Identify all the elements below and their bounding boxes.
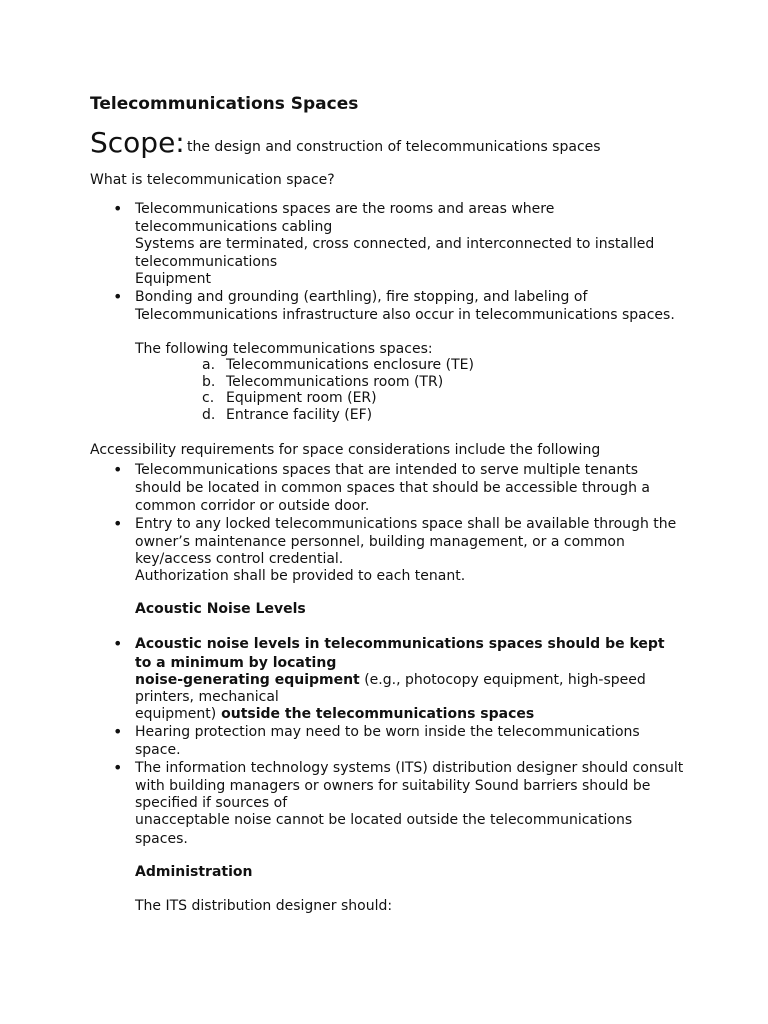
list-item: Entrance facility (EF) <box>226 407 373 423</box>
text-line: telecommunications <box>135 254 278 270</box>
text-line: Systems are terminated, cross connected, and interconnected to installed <box>135 236 655 252</box>
list-item: Equipment room (ER) <box>226 390 377 406</box>
list-letter: b. <box>202 374 216 390</box>
text-line: The information technology systems (ITS) distribution designer should consult <box>135 760 684 776</box>
text-line: owner’s maintenance personnel, building management, or a common <box>135 534 625 550</box>
accessibility-intro: Accessibility requirements for space considerations include the following <box>90 442 601 458</box>
scope-description: the design and construction of telecommunications spaces <box>187 139 601 155</box>
list-item: Telecommunications enclosure (TE) <box>226 357 474 373</box>
text-line: Hearing protection may need to be worn inside the telecommunications <box>135 724 640 740</box>
text-line: printers, mechanical <box>135 689 279 705</box>
normal-text: (e.g., photocopy equipment, high-speed <box>359 672 646 688</box>
text-line <box>135 671 646 689</box>
text-line: Telecommunications spaces are the rooms and areas where <box>135 201 555 217</box>
text-line: Equipment <box>135 271 211 287</box>
bullet-icon: • <box>113 287 123 306</box>
text-line: unacceptable noise cannot be located outside the telecommunications <box>135 812 633 828</box>
text-line: Authorization shall be provided to each tenant. <box>135 568 466 584</box>
bullet-icon: • <box>113 460 123 479</box>
text-line: Telecommunications spaces that are intended to serve multiple tenants <box>135 462 639 478</box>
text-line: spaces. <box>135 831 188 847</box>
list-letter: c. <box>202 390 215 406</box>
text-line: telecommunications cabling <box>135 219 333 235</box>
text-line: space. <box>135 742 181 758</box>
bold-text: noise-generating equipment <box>135 672 360 688</box>
acoustic-heading: Acoustic Noise Levels <box>135 601 306 617</box>
text-line: common corridor or outside door. <box>135 498 370 514</box>
list-item: Telecommunications room (TR) <box>226 374 444 390</box>
bold-text: outside the telecommunications spaces <box>216 706 535 722</box>
text-line: should be located in common spaces that should be accessible through a <box>135 480 651 496</box>
normal-text: equipment) <box>135 706 217 722</box>
list-intro: The following telecommunications spaces: <box>135 341 433 357</box>
question-text: What is telecommunication space? <box>90 172 335 188</box>
administration-heading: Administration <box>135 864 253 880</box>
text-line: key/access control credential. <box>135 551 344 567</box>
list-letter: d. <box>202 407 216 423</box>
bullet-icon: • <box>113 634 123 653</box>
text-line: to a minimum by locating <box>135 655 337 671</box>
text-line: Acoustic noise levels in telecommunications spaces should be kept <box>135 636 665 652</box>
bullet-icon: • <box>113 722 123 741</box>
text-line: with building managers or owners for suitability Sound barriers should be <box>135 778 651 794</box>
bullet-icon: • <box>113 514 123 533</box>
text-line: Entry to any locked telecommunications space shall be available through the <box>135 516 677 532</box>
bullet-icon: • <box>113 758 123 777</box>
scope-label: Scope: <box>90 126 185 159</box>
text-line <box>135 705 534 723</box>
bullet-icon: • <box>113 199 123 218</box>
administration-text: The ITS distribution designer should: <box>135 898 393 914</box>
document-title: Telecommunications Spaces <box>90 94 359 114</box>
text-line: Telecommunications infrastructure also occur in telecommunications spaces. <box>135 307 675 323</box>
text-line: Bonding and grounding (earthling), fire stopping, and labeling of <box>135 289 588 305</box>
list-letter: a. <box>202 357 216 373</box>
text-line: specified if sources of <box>135 795 288 811</box>
